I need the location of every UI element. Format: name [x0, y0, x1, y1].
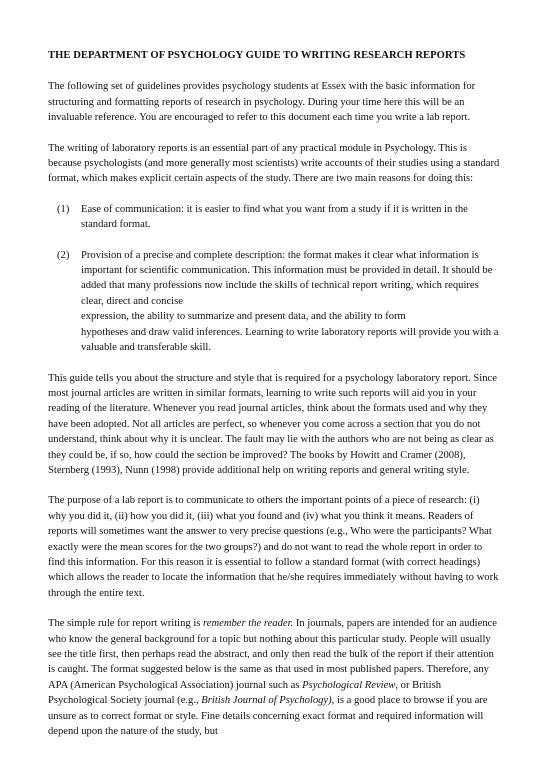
list-item-line: expression, the ability to summarize and present data, and the ability to form [81, 311, 406, 323]
journal-name-psych-review: Psychological Review [302, 679, 396, 691]
list-item [57, 248, 500, 356]
document-title: THE DEPARTMENT OF PSYCHOLOGY GUIDE TO WRITING RESEARCH REPORTS [48, 50, 466, 61]
rule-emphasis: remember the reader. [203, 618, 294, 630]
list-item-number: (2) [57, 249, 70, 261]
rule-text-d: is a good place to browse if you are unsure as to correct format or style. Fine details concerning exact format and required information will depend upon the nature of the study, but [48, 695, 488, 738]
rule-paragraph [48, 616, 500, 739]
guide-paragraph: This guide tells you about the structure and style that is required for a psychology laboratory report. Since most journal articles are written in similar formats, learning to write such reports will aid you in your reading of the literature. Whenever you read journal articles, think about the formats used and why they have been adopted. Not all articles are perfect, so whenever you come across a section that you do not understand, think about why it is unclear. The fault may lie with the authors who are not being as clear as they could be, if so, how could the section be improved? The books by Howitt and Cramer (2008), Sternberg (1993), Nunn (1998) provide additional help on writing reports and general writing style. [48, 372, 497, 476]
list-item-line: hypotheses and draw valid inferences. Learning to write laboratory reports will provide you with a valuable and transferable skill. [81, 326, 499, 354]
list-item-number: (1) [57, 203, 70, 215]
rule-text-a: The simple rule for report writing is [48, 618, 204, 630]
rule-text-c: , or British Psychological Society journal (e.g., [48, 679, 441, 707]
rule-text-b: In journals, papers are intended for an audience who know the general background for a topic but nothing about this particular study. People will usually see the title first, then perhaps read the abstract, and only then read the bulk of the report if their attention is caught. The format suggested below is the same as that used in most published papers. Therefore, any APA (American Psychological Association) journal such as [48, 618, 498, 691]
list-item-text: Ease of communication: it is easier to find what you want from a study if it is written in the standard format. [81, 203, 468, 231]
reasons-paragraph: The writing of laboratory reports is an essential part of any practical module in Psychology. This is because psychologists (and more generally most scientists) write accounts of their studies using a standard format, which makes explicit certain aspects of the study. There are two main reasons for doing this: [48, 142, 500, 185]
journal-name-bjp: British Journal of Psychology), [201, 695, 335, 707]
intro-paragraph: The following set of guidelines provides psychology students at Essex with the basic information for structuring and formatting reports of research in psychology. During your time here this will be an invaluable reference. You are encouraged to refer to this document each time you write a lab report. [48, 81, 476, 124]
document-page [48, 48, 500, 754]
list-item-text [81, 248, 500, 356]
list-item [57, 202, 500, 233]
list-item-line: Provision of a precise and complete description: the format makes it clear what information is important for scientific communication. This information must be provided in detail. It should be added that many professions now include the skills of technical report writing, which requires clear, direct and concise [81, 249, 493, 307]
purpose-paragraph: The purpose of a lab report is to communicate to others the important points of a piece of research: (i) why you did it, (ii) how you did it, (iii) what you found and (iv) what you think it means. Readers of reports will sometimes want the answer to very precise questions (e.g., Who were the participants? What exactly were the mean scores for the two groups?) and do not want to read the whole report in order to find this information. For this reason it is essential to follow a standard format (with correct headings) which allows the reader to locate the information that he/she requires immediately without having to work through the entire text. [48, 495, 499, 599]
reasons-list [48, 202, 500, 356]
